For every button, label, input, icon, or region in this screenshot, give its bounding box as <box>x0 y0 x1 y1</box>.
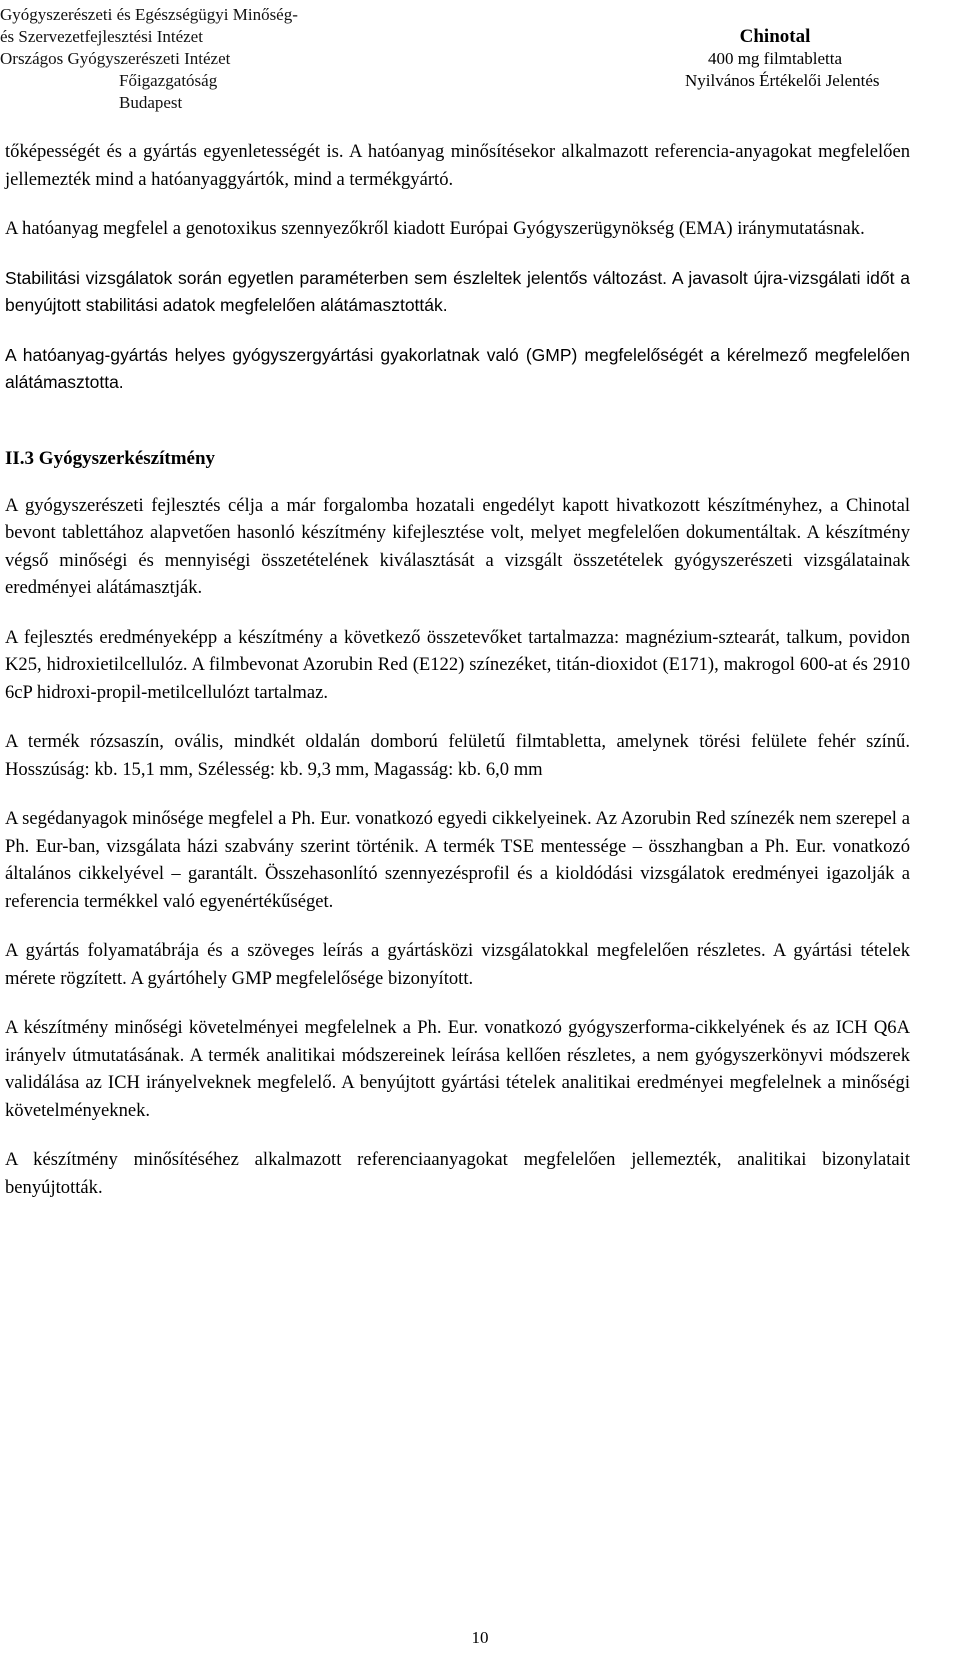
paragraph: A hatóanyag-gyártás helyes gyógyszergyártási gyakorlatnak való (GMP) megfelelőségét a kérelmező megfelelően alátámasztotta. <box>5 344 910 392</box>
header-institution-line: Budapest <box>119 93 183 112</box>
header-institution-line: Országos Gyógyszerészeti Intézet <box>0 49 231 68</box>
header-institution-line: Gyógyszerészeti és Egészségügyi Minőség- <box>0 5 298 24</box>
paragraph: A segédanyagok minősége megfelel a Ph. Eur. vonatkozó egyedi cikkelyeinek. Az Azorubin Red színezék nem szerepel a Ph. Eur-ban, vizsgálata házi szabvány szerint történik. A termék TSE mentessége – összhangban a Ph. Eur. vonatkozó általános cikkelyével – garantált. Összehasonlító szennyezésprofil és a kioldódási vizsgálatok eredményei igazolják a referencia termékkel való egyenértékűséget. <box>5 808 910 912</box>
product-subtitle: 400 mg filmtabletta <box>707 49 843 68</box>
header-institution <box>0 4 298 114</box>
section-heading: II.3 Gyógyszerkészítmény <box>5 447 216 469</box>
paragraph: A fejlesztés eredményeképp a készítmény a következő összetevőket tartalmazza: magnézium-sztearát, talkum, povidon K25, hidroxietilcellulóz. A filmbevonat Azorubin Red (E122) színezéket, titán-dioxidot (E171), makrogol 600-at és 2910 6cP hidroxi-propil-metilcellulózt tartalmaz. <box>5 626 910 703</box>
header-institution-line: és Szervezetfejlesztési Intézet <box>0 27 203 46</box>
paragraph: A készítmény minősítéséhez alkalmazott referenciaanyagokat megfelelően jellemezték, analitikai bizonylatait benyújtották. <box>5 1149 910 1198</box>
paragraph: A gyártás folyamatábrája és a szöveges leírás a gyártásközi vizsgálatokkal megfelelően részletes. A gyártási tételek mérete rögzített. A gyártóhely GMP megfelelősége bizonyított. <box>5 940 910 989</box>
paragraph: Stabilitási vizsgálatok során egyetlen paraméterben sem észleltek jelentős változást. A javasolt újra-vizsgálati időt a benyújtott stabilitási adatok megfelelően alátámasztották. <box>5 267 910 315</box>
paragraph: A készítmény minőségi követelményei megfelelnek a Ph. Eur. vonatkozó gyógyszerforma-cikkelyének és az ICH Q6A irányelv útmutatásának. A termék analitikai módszereinek leírása kellően részletes, a nem gyógyszerkönyvi módszerek validálása az ICH irányelveknek megfelelő. A benyújtott gyártási tételek analitikai eredményei megfelelnek a minőségi követelményeknek. <box>5 1017 910 1121</box>
product-title: Chinotal <box>739 26 811 47</box>
header-institution-line: Főigazgatóság <box>119 71 218 90</box>
paragraph: A termék rózsaszín, ovális, mindkét oldalán domború felületű filmtabletta, amelynek törési felülete fehér színű. Hosszúság: kb. 15,1 mm, Szélesség: kb. 9,3 mm, Magasság: kb. 6,0 mm <box>5 731 910 780</box>
page-number: 10 <box>471 1628 489 1647</box>
document-body <box>5 138 910 1223</box>
header-product <box>685 26 880 92</box>
report-type: Nyilvános Értékelői Jelentés <box>685 71 880 90</box>
paragraph: A hatóanyag megfelel a genotoxikus szennyezőkről kiadott Európai Gyógyszerügynökség (EMA) iránymutatásnak. <box>5 218 865 239</box>
page-header <box>0 0 960 120</box>
paragraph: A gyógyszerészeti fejlesztés célja a már forgalomba hozatali engedélyt kapott hivatkozott készítményhez, a Chinotal bevont tablettához alapvetően hasonló készítmény kifejlesztése volt, melyet megfelelően dokumentáltak. A készítmény végső minőségi és mennyiségi összetételének kiválasztását a vizsgált összetételek gyógyszerészeti vizsgálatainak eredményei alátámasztják. <box>5 494 910 598</box>
paragraph: tőképességét és a gyártás egyenletességét is. A hatóanyag minősítésekor alkalmazott referencia-anyagokat megfelelően jellemezték mind a hatóanyaggyártók, mind a termékgyártó. <box>5 141 910 190</box>
